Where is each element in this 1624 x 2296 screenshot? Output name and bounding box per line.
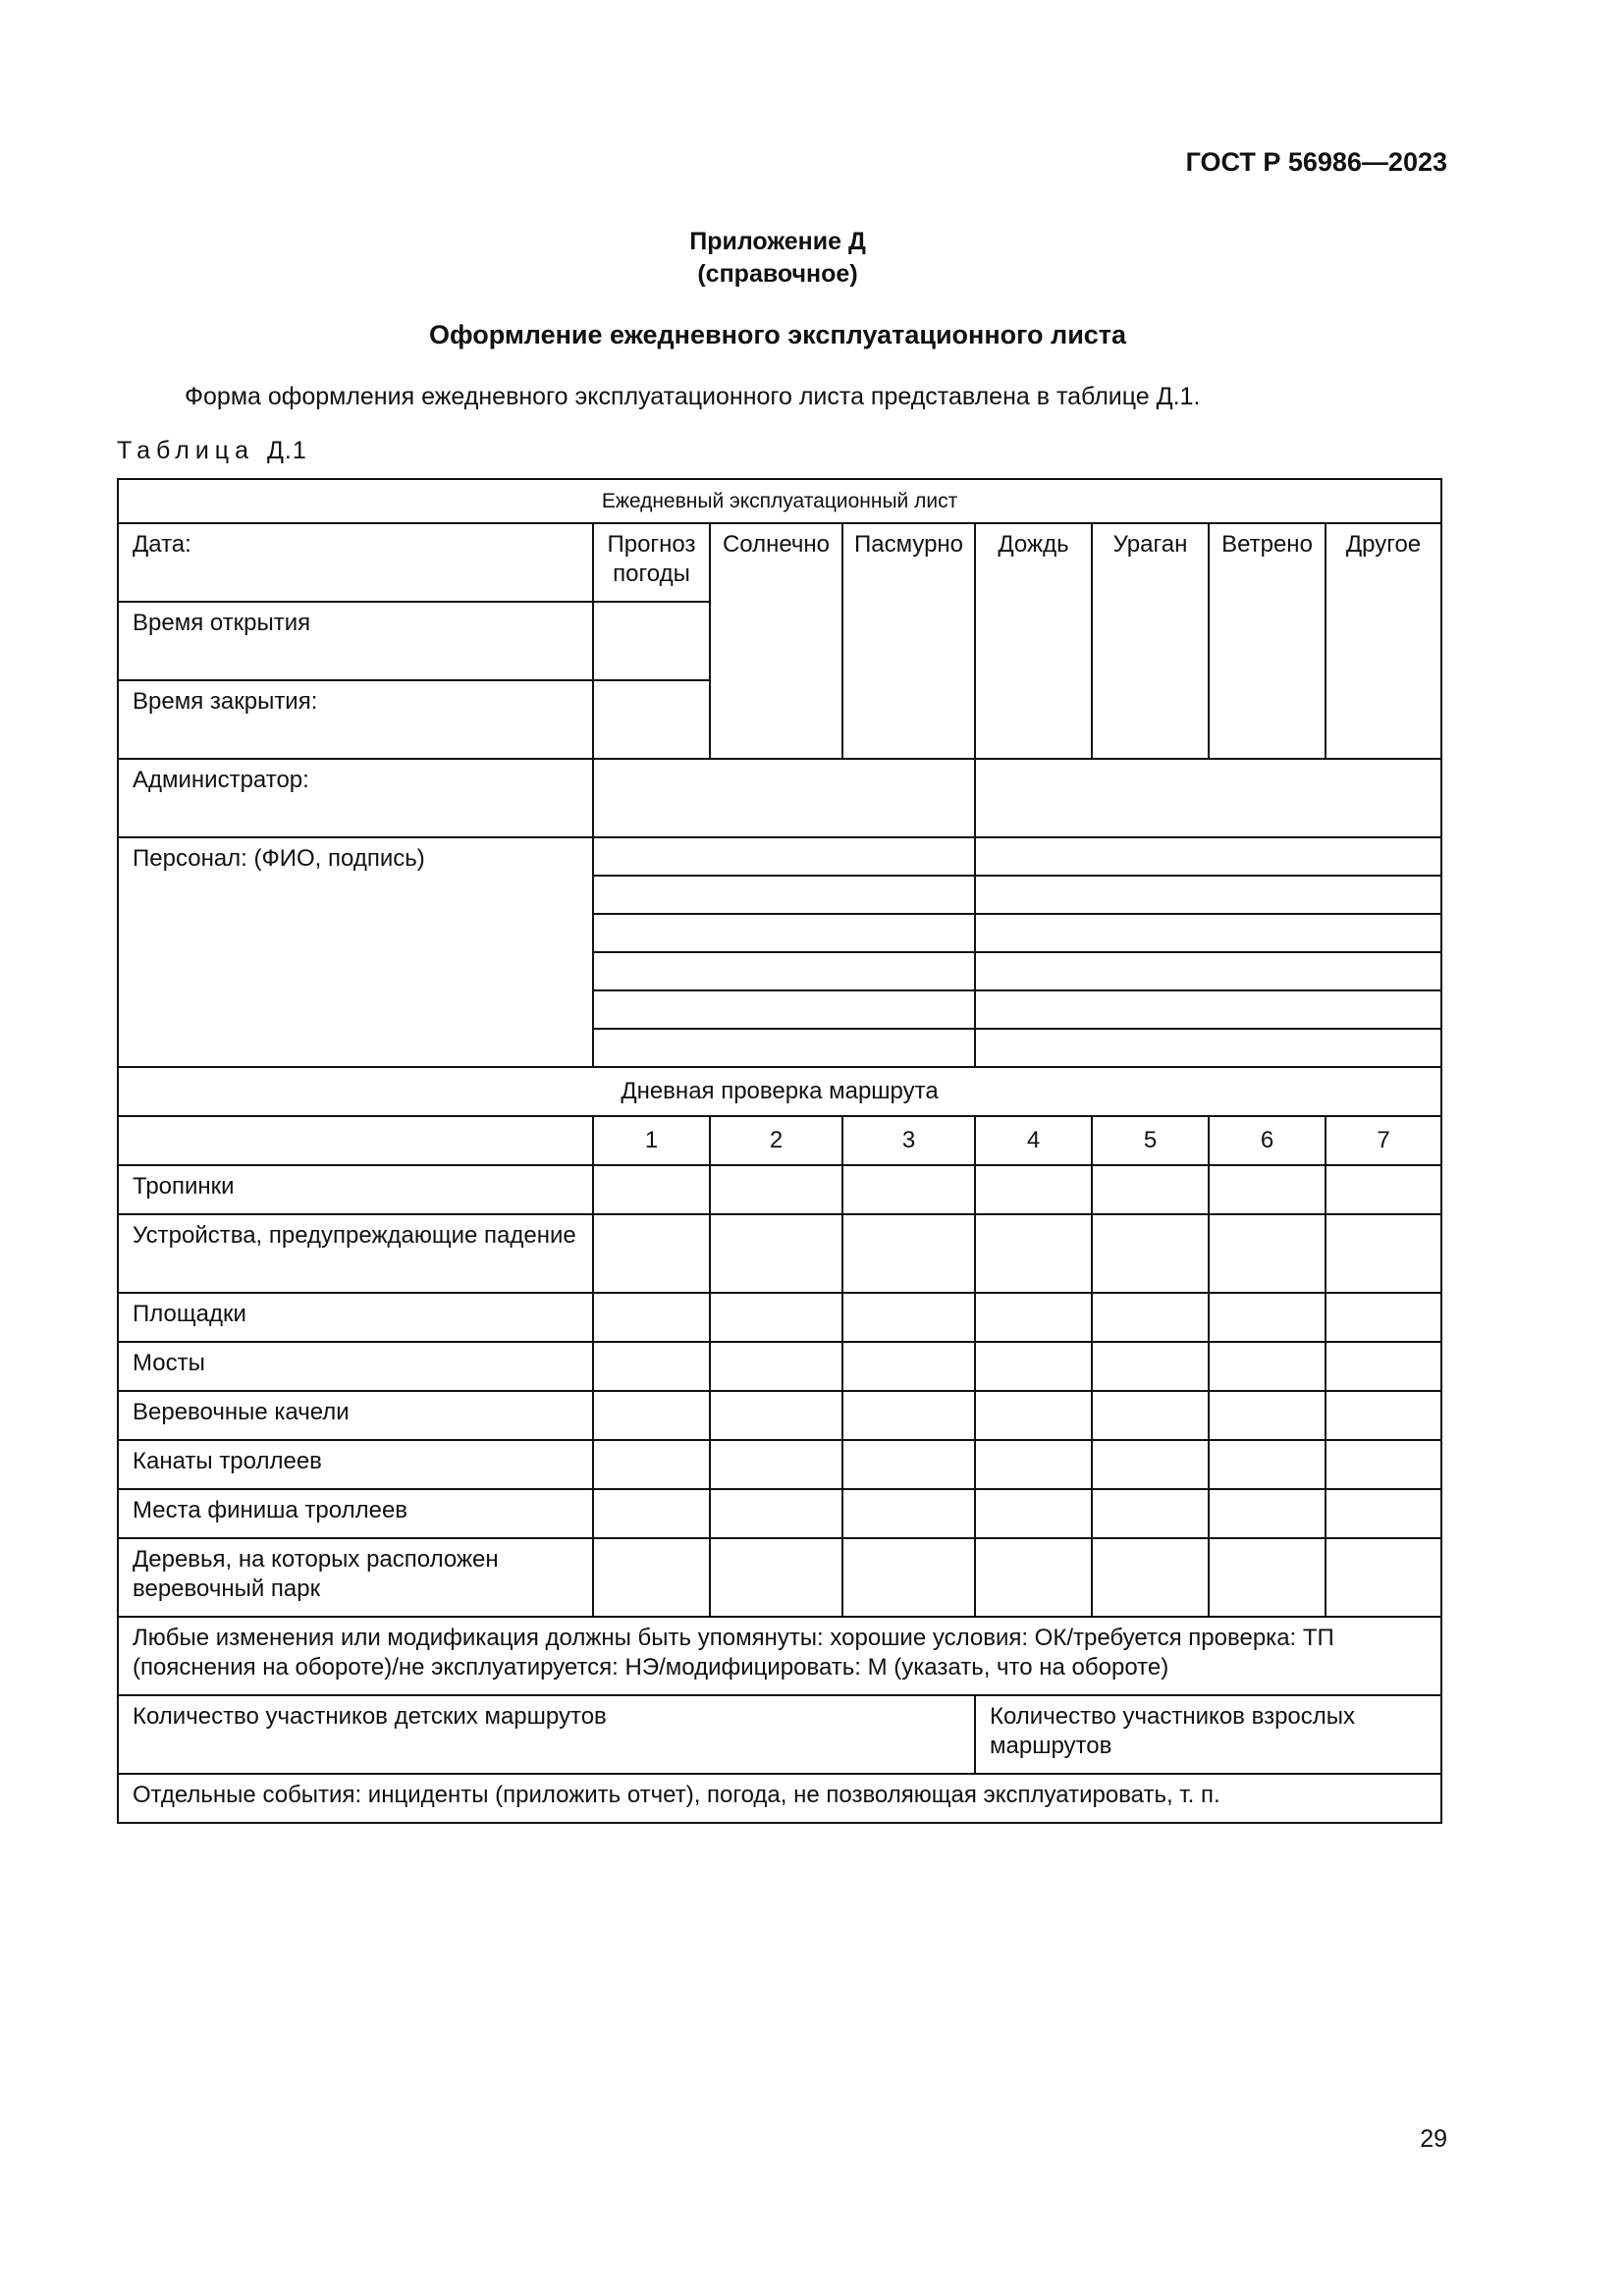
changes-note: Любые изменения или модификация должны быть упомянуты: хорошие условия: ОК/требуется проверка: ТП (пояснения на обороте)/не эксплуатируется: НЭ/модифицировать: М (указать, что на обороте) [118,1617,1441,1695]
check-cell[interactable] [1209,1440,1326,1489]
admin-signature-field[interactable] [975,759,1441,837]
weather-option-other: Другое [1326,523,1441,759]
staff-name-field[interactable] [593,914,975,952]
daily-operation-sheet-table [117,478,1442,1824]
check-cell[interactable] [1326,1342,1441,1391]
check-cell[interactable] [1209,1489,1326,1538]
check-cell[interactable] [842,1440,975,1489]
participants-row [118,1695,1441,1774]
check-cell[interactable] [842,1214,975,1293]
check-cell[interactable] [1326,1214,1441,1293]
check-cell[interactable] [593,1214,710,1293]
check-item-label: Канаты троллеев [118,1440,593,1489]
check-cell[interactable] [1209,1342,1326,1391]
check-cell[interactable] [593,1293,710,1342]
check-cell[interactable] [1326,1538,1441,1617]
appendix-type: (справочное) [697,260,858,288]
events-row [118,1774,1441,1823]
section-title: Оформление ежедневного эксплуатационного листа [428,320,1127,349]
table-caption-word: Таблица [117,437,255,464]
check-cell[interactable] [593,1538,710,1617]
check-cell[interactable] [710,1293,842,1342]
table-caption-number: Д.1 [266,437,307,464]
check-cell[interactable] [842,1391,975,1440]
children-count-label: Количество участников детских маршрутов [118,1695,975,1774]
check-item-row [118,1391,1441,1440]
check-cell[interactable] [593,1391,710,1440]
check-item-row [118,1293,1441,1342]
appendix-title: Приложение Д [689,228,866,255]
check-cell[interactable] [1326,1391,1441,1440]
check-cell[interactable] [1092,1440,1209,1489]
route-check-title-row [118,1067,1441,1116]
check-cell[interactable] [1326,1489,1441,1538]
check-cell[interactable] [842,1342,975,1391]
table-caption [117,437,307,465]
page-number: 29 [1420,2125,1447,2153]
check-cell[interactable] [975,1342,1092,1391]
check-cell[interactable] [1326,1165,1441,1214]
check-cell[interactable] [1092,1391,1209,1440]
staff-name-field[interactable] [593,990,975,1029]
appendix-heading [0,226,1555,291]
check-item-label: Деревья, на которых расположен веревочный парк [118,1538,593,1617]
check-cell[interactable] [975,1440,1092,1489]
standard-code: ГОСТ Р 56986—2023 [1185,147,1447,177]
check-cell[interactable] [710,1391,842,1440]
open-time-label: Время открытия [118,602,593,680]
staff-signature-field[interactable] [975,990,1441,1029]
day-number: 5 [1092,1116,1209,1165]
check-item-row [118,1214,1441,1293]
weather-option-rain: Дождь [975,523,1092,759]
check-cell[interactable] [975,1391,1092,1440]
check-item-label: Тропинки [118,1165,593,1214]
check-cell[interactable] [593,1342,710,1391]
check-cell[interactable] [1326,1293,1441,1342]
day-number: 1 [593,1116,710,1165]
check-item-label: Места финиша троллеев [118,1489,593,1538]
day-number: 7 [1326,1116,1441,1165]
day-number: 2 [710,1116,842,1165]
check-item-row [118,1538,1441,1617]
check-cell[interactable] [593,1440,710,1489]
check-item-row [118,1165,1441,1214]
check-item-row [118,1440,1441,1489]
weather-row [118,523,1441,602]
day-number: 6 [1209,1116,1326,1165]
sheet-title: Ежедневный эксплуатационный лист [118,479,1441,523]
staff-signature-field[interactable] [975,876,1441,914]
check-item-label: Веревочные качели [118,1391,593,1440]
admin-label: Администратор: [118,759,593,837]
staff-name-field[interactable] [593,876,975,914]
check-cell[interactable] [1092,1165,1209,1214]
check-cell[interactable] [593,1165,710,1214]
day-numbers-row [118,1116,1441,1165]
check-cell[interactable] [842,1538,975,1617]
check-cell[interactable] [1209,1214,1326,1293]
staff-signature-field[interactable] [975,837,1441,876]
date-label: Дата: [118,523,593,602]
close-time-label: Время закрытия: [118,680,593,759]
day-number: 4 [975,1116,1092,1165]
check-cell[interactable] [593,1489,710,1538]
admin-field[interactable] [593,759,975,837]
weather-option-storm: Ураган [1092,523,1209,759]
day-number: 3 [842,1116,975,1165]
check-cell[interactable] [1209,1293,1326,1342]
check-cell[interactable] [710,1538,842,1617]
open-time-field[interactable] [593,602,710,680]
check-cell[interactable] [975,1214,1092,1293]
check-cell[interactable] [975,1489,1092,1538]
check-cell[interactable] [842,1165,975,1214]
route-check-title: Дневная проверка маршрута [118,1067,1441,1116]
check-item-row [118,1489,1441,1538]
weather-option-sunny: Солнечно [710,523,842,759]
check-cell[interactable] [1326,1440,1441,1489]
check-cell[interactable] [1092,1214,1209,1293]
staff-row [118,837,1441,876]
close-time-field[interactable] [593,680,710,759]
check-cell[interactable] [710,1440,842,1489]
staff-signature-field[interactable] [975,914,1441,952]
weather-option-windy: Ветрено [1209,523,1326,759]
staff-name-field[interactable] [593,952,975,990]
admin-row [118,759,1441,837]
check-item-label: Площадки [118,1293,593,1342]
weather-option-cloudy: Пасмурно [842,523,975,759]
events-label: Отдельные события: инциденты (приложить отчет), погода, не позволяющая эксплуатировать, т. п. [118,1774,1441,1823]
sheet-title-row [118,479,1441,523]
adults-count-label: Количество участников взрослых маршрутов [975,1695,1441,1774]
check-cell[interactable] [1209,1165,1326,1214]
check-cell[interactable] [710,1342,842,1391]
check-item-label: Мосты [118,1342,593,1391]
check-cell[interactable] [1092,1342,1209,1391]
changes-note-row [118,1617,1441,1695]
day-numbers-corner [118,1116,593,1165]
check-cell[interactable] [710,1214,842,1293]
check-cell[interactable] [1092,1489,1209,1538]
check-cell[interactable] [975,1293,1092,1342]
check-cell[interactable] [710,1165,842,1214]
check-cell[interactable] [975,1165,1092,1214]
check-cell[interactable] [1209,1391,1326,1440]
staff-name-field[interactable] [593,837,975,876]
check-cell[interactable] [842,1293,975,1342]
check-cell[interactable] [1092,1538,1209,1617]
check-cell[interactable] [1092,1293,1209,1342]
check-item-label: Устройства, предупреждающие падение [118,1214,593,1293]
check-cell[interactable] [975,1538,1092,1617]
intro-paragraph: Форма оформления ежедневного эксплуатационного листа представлена в таблице Д.1. [185,383,1201,410]
staff-label: Персонал: (ФИО, подпись) [118,837,593,1067]
check-cell[interactable] [710,1489,842,1538]
staff-signature-field[interactable] [975,1029,1441,1067]
staff-signature-field[interactable] [975,952,1441,990]
forecast-label: Прогноз погоды [593,523,710,602]
staff-name-field[interactable] [593,1029,975,1067]
check-item-row [118,1342,1441,1391]
check-cell[interactable] [1209,1538,1326,1617]
check-cell[interactable] [842,1489,975,1538]
